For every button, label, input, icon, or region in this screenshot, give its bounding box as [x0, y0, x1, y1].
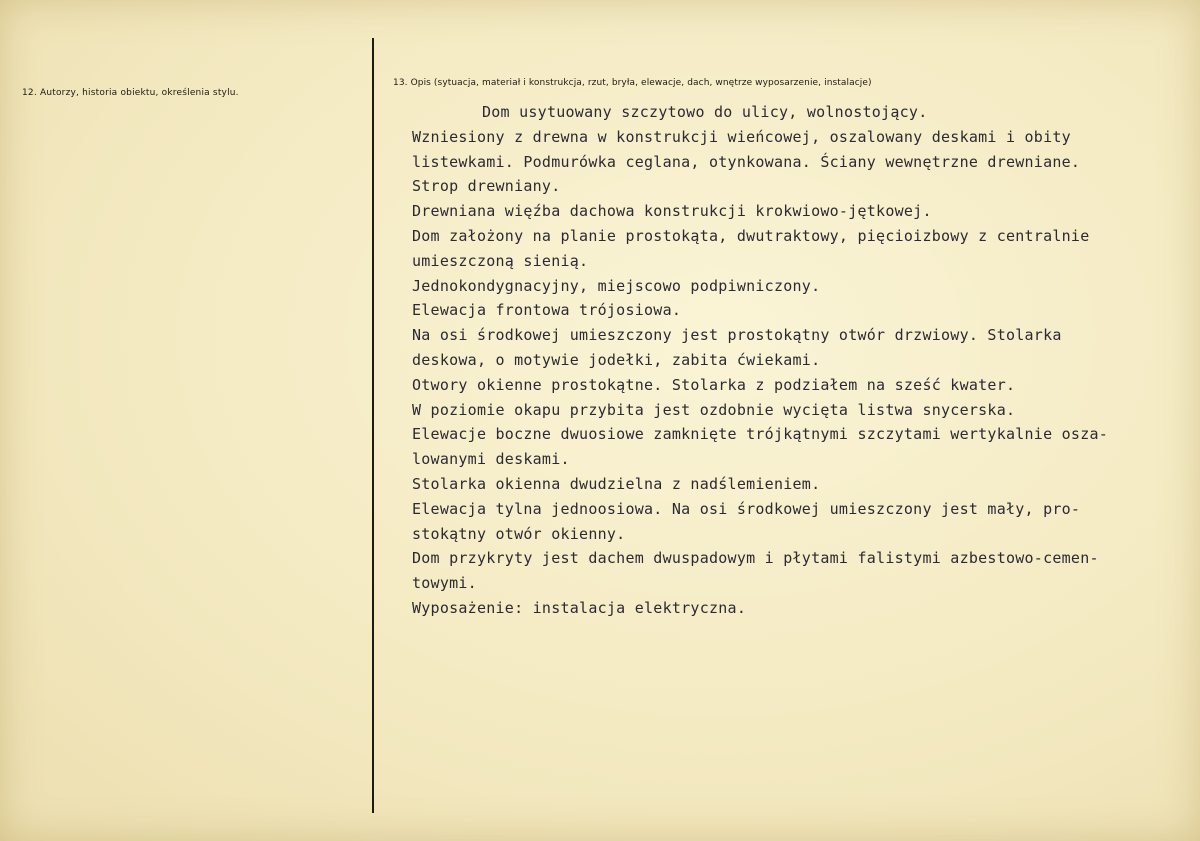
text-line: Wzniesiony z drewna w konstrukcji wieńcowej, oszalowany deskami i obity: [412, 127, 1071, 146]
text-line: Strop drewniany.: [412, 177, 561, 196]
section-12-label: 12. Autorzy, historia obiektu, określenia stylu.: [22, 88, 239, 98]
text-line: Elewacja tylna jednoosiowa. Na osi środkowej umieszczony jest mały, pro-: [412, 499, 1081, 518]
text-line: Drewniana więźba dachowa konstrukcji krokwiowo-jętkowej.: [412, 202, 932, 221]
text-line: listewkami. Podmurówka ceglana, otynkowana. Ściany wewnętrzne drewniane.: [412, 152, 1081, 171]
typed-description: [412, 100, 1172, 621]
text-line: Otwory okienne prostokątne. Stolarka z podziałem na sześć kwater.: [412, 375, 1016, 394]
column-divider: [372, 38, 374, 813]
text-line: stokątny otwór okienny.: [412, 524, 626, 543]
text-line: deskowa, o motywie jodełki, zabita ćwiekami.: [412, 350, 821, 369]
text-line: Elewacja frontowa trójosiowa.: [412, 301, 682, 320]
text-line: Jednokondygnacyjny, miejscowo podpiwniczony.: [412, 276, 821, 295]
text-line: lowanymi deskami.: [412, 450, 570, 469]
text-line: Elewacje boczne dwuosiowe zamknięte trójkątnymi szczytami wertykalnie osza-: [412, 425, 1109, 444]
text-line: Stolarka okienna dwudzielna z nadślemieniem.: [412, 474, 821, 493]
text-line: Na osi środkowej umieszczony jest prostokątny otwór drzwiowy. Stolarka: [412, 326, 1062, 345]
text-line: Dom założony na planie prostokąta, dwutraktowy, pięcioizbowy z centralnie: [412, 226, 1090, 245]
text-line: Dom usytuowany szczytowo do ulicy, wolnostojący.: [482, 103, 928, 121]
text-line: towymi.: [412, 574, 477, 593]
text-line: Wyposażenie: instalacja elektryczna.: [412, 598, 747, 617]
section-13-label: 13. Opis (sytuacja, materiał i konstrukcja, rzut, bryła, elewacje, dach, wnętrze wyposarzenie, instalacje): [393, 78, 872, 88]
text-line: umieszczoną sienią.: [412, 251, 589, 270]
text-line: Dom przykryty jest dachem dwuspadowym i płytami falistymi azbestowo-cemen-: [412, 549, 1099, 568]
text-line: W poziomie okapu przybita jest ozdobnie wycięta listwa snycerska.: [412, 400, 1016, 419]
